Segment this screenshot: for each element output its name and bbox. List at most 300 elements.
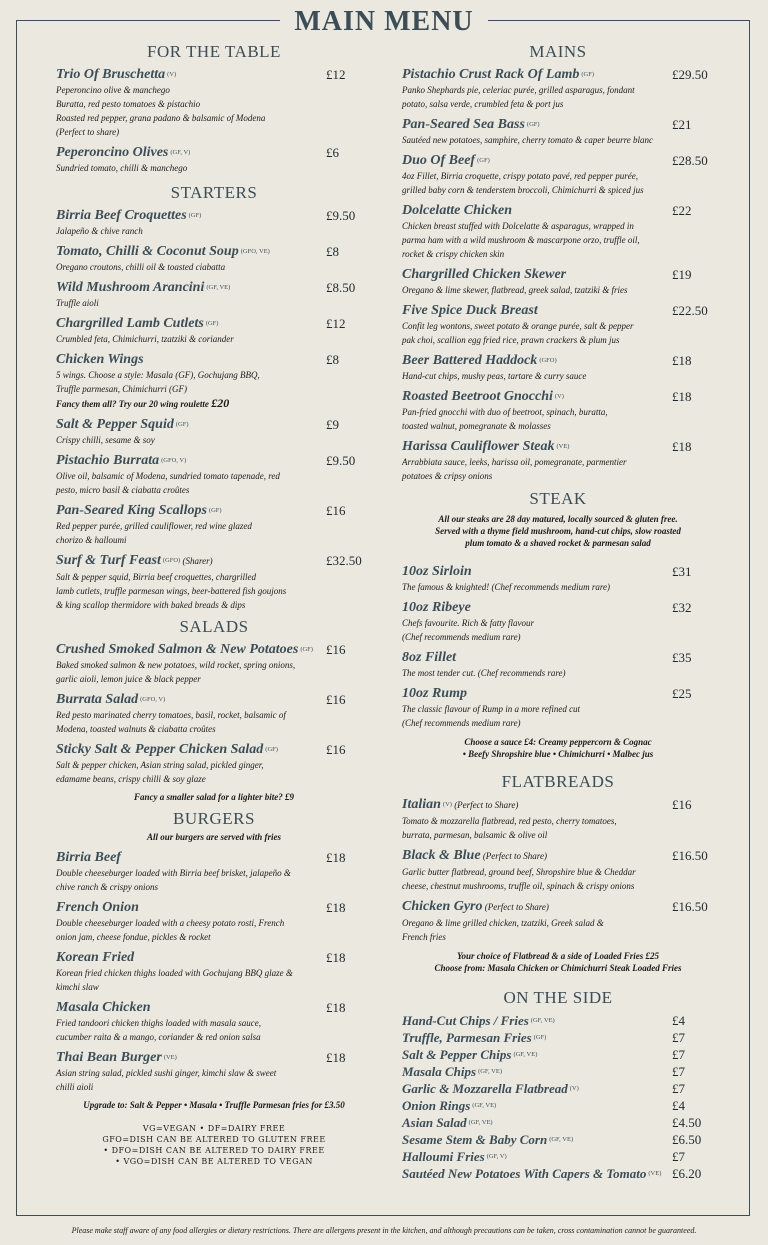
menu-item-title: Trio Of Bruschetta bbox=[56, 67, 166, 82]
section-salads bbox=[56, 617, 372, 803]
menu-item-description: edamame beans, crispy chilli & soy glaze bbox=[56, 774, 206, 784]
menu-item-description: & king scallop thermidore with baked breads & dips bbox=[56, 600, 246, 610]
steak-intro-line: Served with a thyme field mushroom, hand-cut chips, slow roasted bbox=[435, 526, 681, 536]
menu-item-name bbox=[402, 1012, 714, 1029]
menu-item-description: pak choi, scallion egg fried rice, prawn crackers & plum jus bbox=[402, 335, 620, 345]
menu-item-description: Double cheeseburger loaded with a cheesy potato rosti, French bbox=[56, 918, 285, 928]
menu-item bbox=[56, 999, 372, 1044]
menu-item-description: potato, salsa verde, crumbled feta & port jus bbox=[402, 99, 564, 109]
dietary-tag: (GF) bbox=[477, 157, 490, 164]
menu-item-name bbox=[402, 1131, 714, 1148]
menu-title: MAIN MENU bbox=[280, 6, 487, 38]
section-title: MAINS bbox=[529, 42, 587, 61]
menu-item-description: Oregano croutons, chilli oil & toasted ciabatta bbox=[56, 262, 226, 272]
dietary-tag: (GFO, VE) bbox=[240, 248, 270, 255]
steak-intro bbox=[402, 513, 714, 549]
dietary-tag: (GF) bbox=[526, 121, 540, 128]
menu-item bbox=[56, 315, 372, 346]
dietary-tag: (V) bbox=[442, 801, 452, 808]
menu-item-title: French Onion bbox=[56, 900, 139, 915]
menu-item-description: Korean fried chicken thighs loaded with Gochujang BBQ glaze & bbox=[56, 968, 293, 978]
menu-item bbox=[56, 552, 372, 612]
section-starters bbox=[56, 183, 372, 612]
menu-item-title: Five Spice Duck Breast bbox=[402, 303, 538, 318]
menu-item-price: £4 bbox=[672, 1098, 685, 1113]
menu-item-name bbox=[56, 243, 372, 260]
menu-item-description: Chefs favourite. Rich & fatty flavour bbox=[402, 618, 534, 628]
salad-note: Fancy a smaller salad for a lighter bite? £9 bbox=[133, 792, 294, 802]
menu-item bbox=[56, 351, 372, 411]
menu-item-name bbox=[56, 741, 372, 758]
menu-item-name bbox=[56, 144, 372, 161]
menu-item bbox=[56, 1049, 372, 1094]
section-title: FOR THE TABLE bbox=[147, 42, 281, 61]
menu-item-title: Masala Chicken bbox=[56, 1000, 151, 1015]
menu-item-description: cucumber raita & a mango, coriander & red onion salsa bbox=[56, 1032, 261, 1042]
dietary-tag: (GFO, V) bbox=[161, 457, 187, 464]
menu-item-title: Masala Chips bbox=[402, 1064, 477, 1079]
menu-item-name bbox=[56, 351, 372, 368]
menu-item-price: £21 bbox=[672, 117, 692, 132]
menu-item-price: £19 bbox=[672, 267, 692, 282]
menu-item-title: Birria Beef bbox=[56, 850, 121, 865]
menu-item-price: £4 bbox=[672, 1013, 685, 1028]
menu-item-description: Fried tandoori chicken thighs loaded with masala sauce, bbox=[56, 1018, 261, 1028]
menu-item-subtitle: (Sharer) bbox=[180, 556, 213, 566]
menu-item bbox=[402, 847, 714, 893]
dietary-tag: (GF) bbox=[533, 1034, 547, 1041]
menu-item-name bbox=[56, 1049, 372, 1066]
menu-item-price: £4.50 bbox=[672, 1115, 702, 1130]
menu-item-price: £8 bbox=[326, 352, 339, 367]
menu-item bbox=[56, 502, 372, 547]
menu-item-title: Surf & Turf Feast bbox=[56, 553, 161, 568]
menu-item-title: Italian bbox=[402, 797, 441, 812]
menu-item-description: (Chef recommends medium rare) bbox=[402, 718, 521, 728]
menu-item-description: Asian string salad, pickled sushi ginger, kimchi slaw & sweet bbox=[56, 1068, 277, 1078]
menu-item-price: £7 bbox=[672, 1149, 685, 1164]
section-title: STEAK bbox=[529, 489, 587, 508]
menu-item bbox=[402, 649, 714, 680]
menu-item-price: £18 bbox=[672, 353, 692, 368]
menu-item bbox=[56, 279, 372, 310]
menu-item-name bbox=[56, 899, 372, 916]
menu-item-description: Crumbled feta, Chimichurri, tzatziki & coriander bbox=[56, 334, 234, 344]
menu-item bbox=[402, 1131, 714, 1148]
menu-item-name bbox=[402, 1063, 714, 1080]
menu-item bbox=[402, 685, 714, 730]
legend-line: • VGO=DISH CAN BE ALTERED TO VEGAN bbox=[115, 1157, 313, 1166]
menu-item-price: £18 bbox=[326, 900, 346, 915]
section-title: FLATBREADS bbox=[501, 772, 615, 791]
right-column bbox=[402, 42, 714, 1182]
dietary-tag: (GFO) bbox=[162, 557, 181, 564]
menu-item-price: £16 bbox=[672, 797, 692, 812]
menu-item bbox=[402, 1029, 714, 1046]
menu-item bbox=[402, 302, 714, 347]
menu-item-title: Roasted Beetroot Gnocchi bbox=[402, 389, 553, 404]
menu-item-title: Truffle, Parmesan Fries bbox=[402, 1030, 532, 1045]
menu-item-description: onion jam, cheese fondue, pickles & rocket bbox=[56, 932, 211, 942]
menu-item-price: £28.50 bbox=[672, 153, 708, 168]
menu-item-description: The most tender cut. (Chef recommends rare) bbox=[402, 668, 566, 678]
menu-item-title: 10oz Sirloin bbox=[402, 564, 472, 579]
menu-item-name bbox=[402, 685, 714, 702]
dietary-tag: (GF, V) bbox=[170, 149, 191, 156]
menu-item-name bbox=[56, 641, 372, 658]
legend-line: • DFO=DISH CAN BE ALTERED TO DAIRY FREE bbox=[103, 1146, 325, 1155]
menu-item-description: Arrabbiata sauce, leeks, harissa oil, pomegranate, parmentier bbox=[402, 457, 627, 467]
wing-note-price: £20 bbox=[211, 396, 230, 410]
dietary-tag: (GF, VE) bbox=[472, 1102, 497, 1109]
menu-item bbox=[56, 949, 372, 994]
menu-item-title: Thai Bean Burger bbox=[56, 1050, 162, 1065]
menu-item-name bbox=[402, 1097, 714, 1114]
menu-item-title: Crushed Smoked Salmon & New Potatoes bbox=[56, 642, 299, 657]
menu-item-price: £29.50 bbox=[672, 67, 708, 82]
menu-item-title: Onion Rings bbox=[402, 1098, 471, 1113]
dietary-tag: (GF) bbox=[175, 421, 189, 428]
menu-item-name bbox=[402, 847, 714, 865]
menu-item-title: Pan-Seared Sea Bass bbox=[402, 117, 525, 132]
menu-item bbox=[402, 1046, 714, 1063]
menu-item bbox=[402, 116, 714, 147]
menu-item-title: Tomato, Chilli & Coconut Soup bbox=[56, 244, 239, 259]
dietary-tag: (GF, VE) bbox=[549, 1136, 574, 1143]
menu-item-title: 10oz Rump bbox=[402, 686, 467, 701]
menu-item bbox=[402, 1097, 714, 1114]
menu-item-description: Jalapeño & chive ranch bbox=[56, 226, 143, 236]
menu-item-description: potatoes & cripsy onions bbox=[402, 471, 493, 481]
menu-item-price: £16 bbox=[326, 503, 346, 518]
menu-item bbox=[402, 1012, 714, 1029]
menu-item-description: kimchi slaw bbox=[56, 982, 99, 992]
menu-item-description: Garlic butter flatbread, ground beef, Shropshire blue & Cheddar bbox=[402, 867, 636, 877]
menu-item bbox=[402, 1165, 714, 1182]
menu-item-description: Confit leg wontons, sweet potato & orange purée, salt & pepper bbox=[402, 321, 634, 331]
menu-item-name bbox=[56, 66, 372, 83]
section-title: SALADS bbox=[179, 617, 249, 636]
dietary-tag: (GF) bbox=[300, 646, 313, 653]
sauce-note bbox=[402, 736, 714, 760]
menu-item-price: £35 bbox=[672, 650, 692, 665]
menu-item bbox=[402, 66, 714, 111]
menu-item-title: Hand-Cut Chips / Fries bbox=[402, 1013, 529, 1028]
menu-item-price: £9.50 bbox=[326, 208, 356, 223]
menu-item-name bbox=[402, 388, 714, 405]
flatbread-deal-line: Choose from: Masala Chicken or Chimichurri Steak Loaded Fries bbox=[434, 963, 682, 973]
menu-item-description: (Perfect to share) bbox=[56, 127, 120, 137]
menu-item-name bbox=[402, 1165, 714, 1182]
menu-item-description: Modena, toasted walnuts & ciabatta croûtes bbox=[56, 724, 216, 734]
menu-item-description: The classic flavour of Rump in a more refined cut bbox=[402, 704, 581, 714]
menu-item-title: Halloumi Fries bbox=[402, 1149, 485, 1164]
menu-item-price: £16.50 bbox=[672, 848, 708, 863]
dietary-tag: (GF) bbox=[265, 746, 278, 753]
dietary-tag: (V) bbox=[569, 1085, 579, 1092]
dietary-tag: (GFO) bbox=[539, 357, 557, 364]
dietary-tag: (VE) bbox=[648, 1170, 662, 1177]
menu-item-description: parma ham with a wild mushroom & mascarpone orzo, truffle oil, bbox=[402, 235, 640, 245]
menu-item-description: Panko Shephards pie, celeriac purée, grilled asparagus, fondant bbox=[402, 85, 635, 95]
menu-item-name bbox=[402, 1029, 714, 1046]
menu-item-description: chive ranch & crispy onions bbox=[56, 882, 158, 892]
wing-roulette-note bbox=[56, 396, 326, 411]
menu-item-price: £7 bbox=[672, 1047, 685, 1062]
menu-item-name bbox=[402, 1148, 714, 1165]
menu-item bbox=[56, 691, 372, 736]
menu-item-name bbox=[402, 438, 714, 455]
menu-item-name bbox=[56, 452, 372, 469]
menu-item-description: Red pesto marinated cherry tomatoes, basil, rocket, balsamic of bbox=[56, 710, 286, 720]
menu-item-name bbox=[56, 207, 372, 224]
menu-item bbox=[402, 352, 714, 383]
menu-item bbox=[402, 898, 714, 944]
fries-upgrade-note: Upgrade to: Salt & Pepper • Masala • Truffle Parmesan fries for £3.50 bbox=[83, 1100, 345, 1110]
menu-item-title: Chicken Wings bbox=[56, 352, 144, 367]
menu-item bbox=[402, 1063, 714, 1080]
dietary-tag: (GFO, V) bbox=[140, 696, 166, 703]
menu-item-name bbox=[402, 898, 714, 916]
menu-item-price: £31 bbox=[672, 564, 692, 579]
menu-item-description: pesto, micro basil & ciabatta croûtes bbox=[56, 485, 190, 495]
menu-item-description: chilli aioli bbox=[56, 1082, 94, 1092]
menu-item-price: £16 bbox=[326, 742, 346, 757]
dietary-tag: (GF, V) bbox=[486, 1153, 507, 1160]
dietary-tag: (GF, VE) bbox=[513, 1051, 538, 1058]
menu-item-description: Tomato & mozzarella flatbread, red pesto, cherry tomatoes, bbox=[402, 816, 617, 826]
menu-item-description: Peperoncino olive & manchego bbox=[56, 85, 170, 95]
steak-intro-line: plum tomato & a shaved rocket & parmesan salad bbox=[465, 538, 651, 548]
menu-item-title: Chargrilled Lamb Cutlets bbox=[56, 316, 204, 331]
menu-item-description: Salt & pepper chicken, Asian string salad, pickled ginger, bbox=[56, 760, 264, 770]
menu-item bbox=[402, 388, 714, 433]
menu-item-title: Harissa Cauliflower Steak bbox=[402, 439, 555, 454]
section-steak bbox=[402, 489, 714, 760]
menu-item-price: £32 bbox=[672, 600, 692, 615]
menu-item-title: 8oz Fillet bbox=[402, 650, 457, 665]
menu-item bbox=[402, 599, 714, 644]
menu-item-description: Red pepper purée, grilled cauliflower, red wine glazed bbox=[56, 521, 252, 531]
menu-item-title: Sesame Stem & Baby Corn bbox=[402, 1132, 548, 1147]
menu-item-name bbox=[402, 266, 714, 283]
menu-item-price: £12 bbox=[326, 67, 346, 82]
menu-item-title: Birria Beef Croquettes bbox=[56, 208, 187, 223]
menu-item-title: Pistachio Burrata bbox=[56, 453, 160, 468]
menu-item bbox=[56, 452, 372, 497]
menu-item-name bbox=[56, 315, 372, 332]
menu-item-name bbox=[402, 152, 714, 169]
dietary-tag: (GF, VE) bbox=[478, 1068, 502, 1075]
dietary-tag: (GF, VE) bbox=[206, 284, 231, 291]
menu-item bbox=[56, 849, 372, 894]
menu-item-description: Sundried tomato, chilli & manchego bbox=[56, 163, 188, 173]
dietary-tag: (GF) bbox=[205, 320, 219, 327]
menu-item-name bbox=[56, 552, 372, 570]
section-title: ON THE SIDE bbox=[503, 988, 613, 1007]
menu-item-price: £18 bbox=[326, 1000, 346, 1015]
menu-item-description: Truffle aioli bbox=[56, 298, 99, 308]
menu-item-title: Sticky Salt & Pepper Chicken Salad bbox=[56, 742, 264, 757]
menu-item-title: Sautéed New Potatoes With Capers & Tomato bbox=[402, 1166, 647, 1181]
menu-item-title: Salt & Pepper Squid bbox=[56, 417, 174, 432]
menu-item-description: Sautéed new potatoes, samphire, cherry tomato & caper beurre blanc bbox=[402, 135, 654, 145]
menu-item-price: £16 bbox=[326, 642, 346, 657]
menu-item-title: Korean Fried bbox=[56, 950, 135, 965]
menu-item-description: Chicken breast stuffed with Dolcelatte & asparagus, wrapped in bbox=[402, 221, 634, 231]
left-column bbox=[56, 42, 372, 1167]
menu-item-price: £16 bbox=[326, 692, 346, 707]
menu-item-description: The famous & knighted! (Chef recommends medium rare) bbox=[402, 582, 611, 592]
menu-item bbox=[402, 1148, 714, 1165]
menu-item bbox=[402, 438, 714, 483]
menu-item-description: Oregano & lime grilled chicken, tzatziki, Greek salad & bbox=[402, 918, 604, 928]
menu-item bbox=[402, 152, 714, 197]
menu-item-name bbox=[56, 279, 372, 296]
legend-line: VG=VEGAN • DF=DAIRY FREE bbox=[142, 1124, 286, 1133]
flatbread-deal-note bbox=[402, 950, 714, 974]
menu-item-description: Oregano & lime skewer, flatbread, greek salad, tzatziki & fries bbox=[402, 285, 628, 295]
flatbread-deal-line: Your choice of Flatbread & a side of Loaded Fries £25 bbox=[457, 951, 659, 961]
menu-item-subtitle: (Perfect to Share) bbox=[482, 902, 549, 912]
wing-note-text: Fancy them all? Try our 20 wing roulette bbox=[56, 399, 212, 409]
menu-item-title: Garlic & Mozzarella Flatbread bbox=[402, 1081, 568, 1096]
menu-item-name bbox=[402, 66, 714, 83]
dietary-legend bbox=[56, 1123, 372, 1167]
menu-item-description: 5 wings. Choose a style: Masala (GF), Gochujang BBQ, bbox=[56, 370, 260, 380]
menu-item-description: Hand-cut chips, mushy peas, tartare & curry sauce bbox=[402, 371, 587, 381]
menu-item-description: Olive oil, balsamic of Modena, sundried tomato tapenade, red bbox=[56, 471, 280, 481]
menu-item-title: Pan-Seared King Scallops bbox=[56, 503, 207, 518]
menu-item-price: £22.50 bbox=[672, 303, 708, 318]
menu-item-description: Crispy chilli, sesame & soy bbox=[56, 435, 155, 445]
menu-item-name bbox=[402, 796, 714, 814]
menu-item-title: Burrata Salad bbox=[56, 692, 139, 707]
menu-item-title: Pistachio Crust Rack Of Lamb bbox=[402, 67, 580, 82]
menu-item-description: cheese, chestnut mushrooms, truffle oil, spinach & crispy onions bbox=[402, 881, 635, 891]
menu-item-description: Pan-fried gnocchi with duo of beetroot, spinach, buratta, bbox=[402, 407, 608, 417]
menu-item bbox=[402, 266, 714, 297]
menu-item-description: rocket & crispy chicken skin bbox=[402, 249, 505, 259]
menu-item-name bbox=[56, 949, 372, 966]
menu-item-name bbox=[56, 502, 372, 519]
section-mains bbox=[402, 42, 714, 483]
menu-item-name bbox=[56, 849, 372, 866]
menu-item-name bbox=[402, 1046, 714, 1063]
menu-item bbox=[402, 1114, 714, 1131]
menu-item-price: £18 bbox=[326, 850, 346, 865]
menu-item bbox=[56, 741, 372, 786]
dietary-tag: (GF, VE) bbox=[468, 1119, 493, 1126]
menu-item-name bbox=[56, 416, 372, 433]
menu-item-price: £6.50 bbox=[672, 1132, 702, 1147]
menu-item-title: Peperoncino Olives bbox=[56, 145, 169, 160]
menu-item-name bbox=[402, 1080, 714, 1097]
menu-item-description: French fries bbox=[402, 932, 446, 942]
menu-item-description: Truffle parmesan, Chimichurri (GF) bbox=[56, 384, 188, 394]
menu-item-price: £18 bbox=[326, 950, 346, 965]
menu-item-title: Black & Blue bbox=[402, 848, 481, 863]
menu-item-description: Buratta, red pesto tomatoes & pistachio bbox=[56, 99, 201, 109]
menu-item-name bbox=[402, 202, 714, 219]
dietary-tag: (VE) bbox=[556, 443, 570, 450]
menu-item-price: £7 bbox=[672, 1081, 685, 1096]
menu-item-name bbox=[56, 999, 372, 1016]
dietary-tag: (V) bbox=[554, 393, 564, 400]
section-burgers bbox=[56, 809, 372, 1111]
menu-item-description: Double cheeseburger loaded with Birria beef brisket, jalapeño & bbox=[56, 868, 291, 878]
menu-item-name bbox=[402, 563, 714, 580]
menu-item-description: burrata, parmesan, balsamic & olive oil bbox=[402, 830, 548, 840]
menu-item-title: Asian Salad bbox=[402, 1115, 467, 1130]
burgers-intro: All our burgers are served with fries bbox=[146, 832, 281, 842]
menu-item-description: grilled baby corn & tenderstem broccoli, Chimichurri & spiced jus bbox=[402, 185, 644, 195]
menu-item-subtitle: (Perfect to Share) bbox=[480, 851, 547, 861]
menu-item-title: Chargrilled Chicken Skewer bbox=[402, 267, 567, 282]
legend-line: GFO=DISH CAN BE ALTERED TO GLUTEN FREE bbox=[102, 1135, 326, 1144]
menu-item-title: Dolcelatte Chicken bbox=[402, 203, 513, 218]
menu-item-description: chorizo & halloumi bbox=[56, 535, 127, 545]
menu-item-name bbox=[402, 302, 714, 319]
menu-item-name bbox=[402, 649, 714, 666]
dietary-tag: (V) bbox=[167, 71, 177, 78]
dietary-tag: (GF) bbox=[208, 507, 222, 514]
menu-item-price: £22 bbox=[672, 203, 692, 218]
menu-item-price: £9.50 bbox=[326, 453, 356, 468]
menu-item bbox=[402, 563, 714, 594]
dietary-tag: (VE) bbox=[163, 1054, 177, 1061]
menu-item-price: £8 bbox=[326, 244, 339, 259]
menu-item-title: Duo Of Beef bbox=[402, 153, 476, 168]
menu-item-title: 10oz Ribeye bbox=[402, 600, 471, 615]
dietary-tag: (GF) bbox=[188, 212, 202, 219]
menu-item-name bbox=[402, 352, 714, 369]
menu-item-description: Roasted red pepper, grana padano & balsamic of Modena bbox=[56, 113, 266, 123]
menu-item-subtitle: (Perfect to Share) bbox=[451, 800, 519, 810]
sauce-line: Choose a sauce £4: Creamy peppercorn & Cognac bbox=[464, 737, 652, 747]
menu-item bbox=[402, 202, 714, 261]
menu-item-description: toasted walnut, pomegranate & molasses bbox=[402, 421, 551, 431]
menu-item-price: £18 bbox=[672, 389, 692, 404]
allergen-disclaimer: Please make staff aware of any food allergies or dietary restrictions. There are allergens present in the kitchen, and although precautions can be taken, cross contamination cannot be guaranteed. bbox=[71, 1226, 697, 1235]
menu-item bbox=[56, 243, 372, 274]
menu-item-description: Baked smoked salmon & new potatoes, wild rocket, spring onions, bbox=[56, 660, 296, 670]
menu-item-price: £18 bbox=[326, 1050, 346, 1065]
menu-item-title: Salt & Pepper Chips bbox=[402, 1047, 512, 1062]
menu-item-price: £6 bbox=[326, 145, 339, 160]
section-flatbreads bbox=[402, 772, 714, 974]
menu-item-title: Beer Battered Haddock bbox=[402, 353, 538, 368]
menu-item-name bbox=[402, 116, 714, 133]
menu-item bbox=[56, 899, 372, 944]
menu-item-price: £25 bbox=[672, 686, 692, 701]
menu-item-price: £7 bbox=[672, 1030, 685, 1045]
menu-item-price: £6.20 bbox=[672, 1166, 702, 1181]
steak-intro-line: All our steaks are 28 day matured, locally sourced & gluten free. bbox=[438, 514, 678, 524]
menu-title-wrap bbox=[0, 6, 768, 38]
menu-item-name bbox=[402, 599, 714, 616]
menu-item-name bbox=[402, 1114, 714, 1131]
menu-item-price: £12 bbox=[326, 316, 346, 331]
menu-item-description: Salt & pepper squid, Birria beef croquettes, chargrilled bbox=[56, 572, 257, 582]
menu-item bbox=[56, 66, 372, 139]
menu-item-price: £18 bbox=[672, 439, 692, 454]
menu-item-price: £8.50 bbox=[326, 280, 356, 295]
menu-item-description: garlic aioli, lemon juice & black pepper bbox=[56, 674, 201, 684]
menu-item-description: (Chef recommends medium rare) bbox=[402, 632, 521, 642]
menu-item-description: lamb cutlets, truffle parmesan wings, beer-battered fish goujons bbox=[56, 586, 287, 596]
section-for-the-table bbox=[56, 42, 372, 175]
